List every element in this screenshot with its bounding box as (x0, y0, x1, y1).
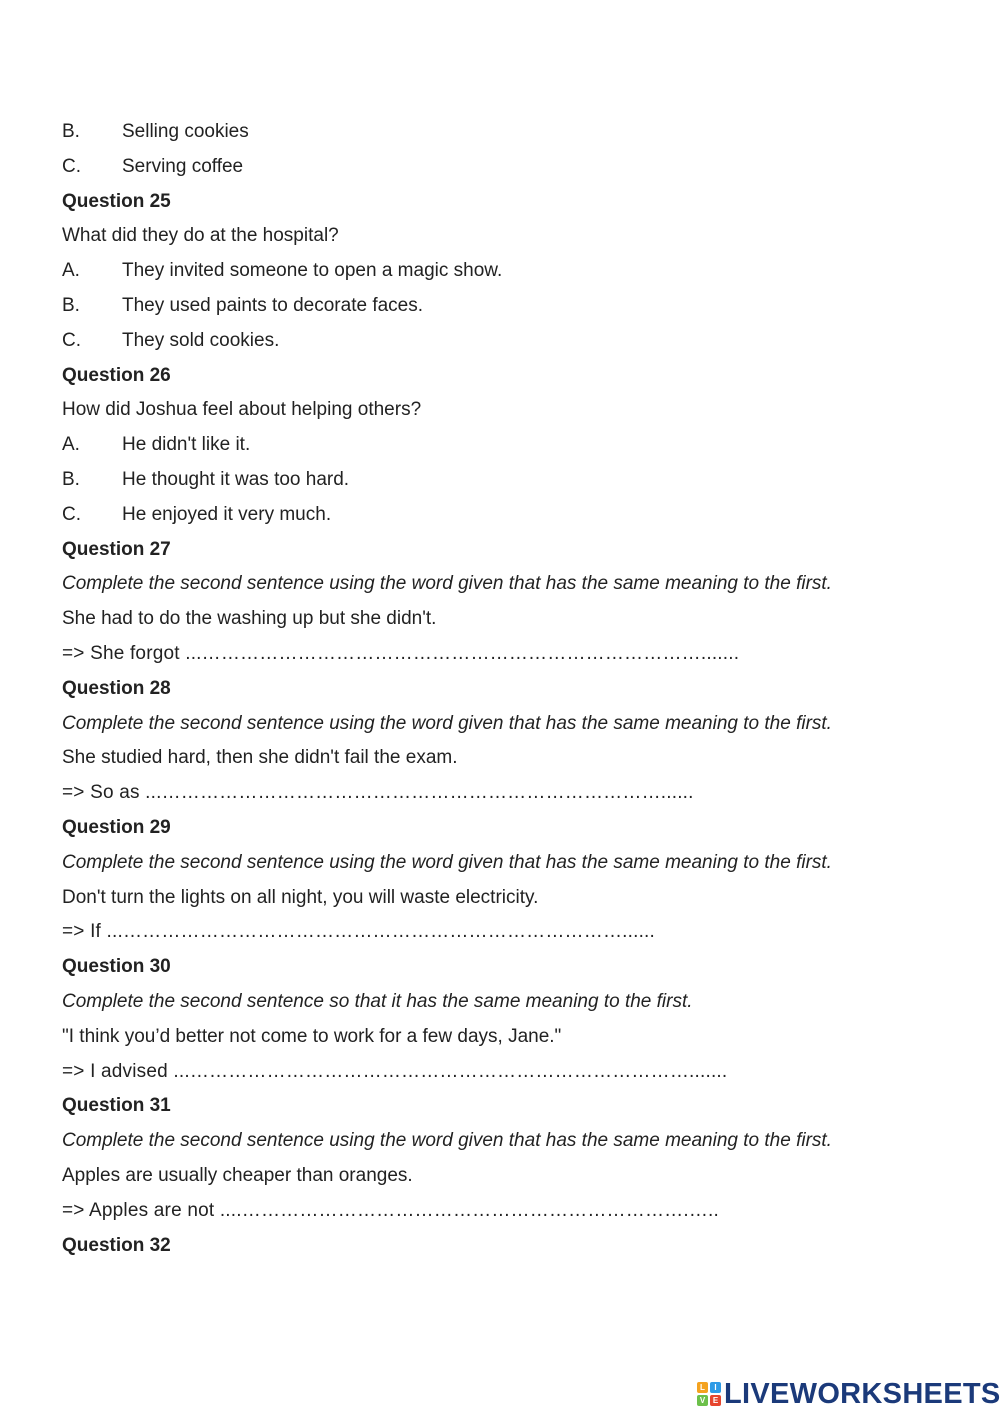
question-instruction: Complete the second sentence using the word given that has the same meaning to the first. (62, 851, 832, 873)
question-text: How did Joshua feel about helping others? (62, 399, 422, 421)
option-text: They used paints to decorate faces. (122, 294, 424, 316)
answer-option (62, 254, 962, 289)
answer-blank-line: => If ...……………………………………………………………………...... (62, 921, 656, 943)
answer-option (62, 115, 962, 150)
question-instruction: Complete the second sentence using the word given that has the same meaning to the first. (62, 1130, 832, 1152)
answer-blank-line: => Apples are not ....…………………………………………………………….….. (62, 1199, 719, 1221)
logo-text: LIVEWORKSHEETS (724, 1377, 1000, 1410)
logo-mark-tile: I (710, 1382, 721, 1393)
logo-mark-tile: V (697, 1395, 708, 1406)
worksheet-page (62, 115, 962, 1263)
logo-mark-icon (697, 1382, 721, 1406)
option-text: They invited someone to open a magic show. (122, 260, 503, 282)
option-letter: B. (62, 121, 80, 142)
liveworksheets-logo (697, 1376, 1000, 1412)
question-heading: Question 25 (62, 190, 171, 212)
question-text: "I think you’d better not come to work for a few days, Jane." (62, 1025, 562, 1047)
question-text: Apples are usually cheaper than oranges. (62, 1164, 413, 1186)
question-heading: Question 28 (62, 677, 171, 699)
option-letter: B. (62, 468, 80, 490)
answer-option (62, 324, 962, 359)
answer-option (62, 150, 962, 185)
answer-option (62, 289, 962, 324)
question-text: She studied hard, then she didn't fail the exam. (62, 747, 458, 769)
option-text: Serving coffee (122, 155, 244, 177)
question-instruction: Complete the second sentence so that it has the same meaning to the first. (62, 990, 693, 1012)
option-letter: B. (62, 294, 80, 316)
option-letter: C. (62, 329, 81, 351)
answer-option (62, 463, 962, 498)
option-letter: C. (62, 503, 81, 525)
option-text: He thought it was too hard. (122, 468, 350, 490)
option-letter: A. (62, 260, 80, 282)
question-text: She had to do the washing up but she didn't. (62, 608, 437, 630)
option-text: Selling cookies (122, 121, 249, 142)
option-text: He didn't like it. (122, 434, 251, 456)
question-instruction: Complete the second sentence using the word given that has the same meaning to the first. (62, 573, 832, 595)
answer-option (62, 428, 962, 463)
option-text: They sold cookies. (122, 329, 280, 351)
question-heading: Question 32 (62, 1234, 171, 1256)
question-heading: Question 30 (62, 956, 171, 978)
logo-mark-tile: L (697, 1382, 708, 1393)
logo-mark-tile: E (710, 1395, 721, 1406)
answer-blank-line: => I advised ...……………………………………………………………………....... (62, 1060, 728, 1082)
option-text: He enjoyed it very much. (122, 503, 332, 525)
question-heading: Question 26 (62, 364, 171, 386)
question-heading: Question 29 (62, 816, 171, 838)
question-instruction: Complete the second sentence using the word given that has the same meaning to the first. (62, 712, 832, 734)
question-heading: Question 27 (62, 538, 171, 560)
answer-blank-line: => So as ...……………………………………………………………………...... (62, 782, 694, 804)
answer-blank-line: => She forgot ...……………………………………………………………………....... (62, 642, 740, 664)
question-text: What did they do at the hospital? (62, 225, 339, 247)
option-letter: A. (62, 434, 80, 456)
answer-option (62, 498, 962, 533)
question-text: Don't turn the lights on all night, you will waste electricity. (62, 886, 539, 908)
option-letter: C. (62, 155, 81, 177)
question-heading: Question 31 (62, 1095, 171, 1117)
